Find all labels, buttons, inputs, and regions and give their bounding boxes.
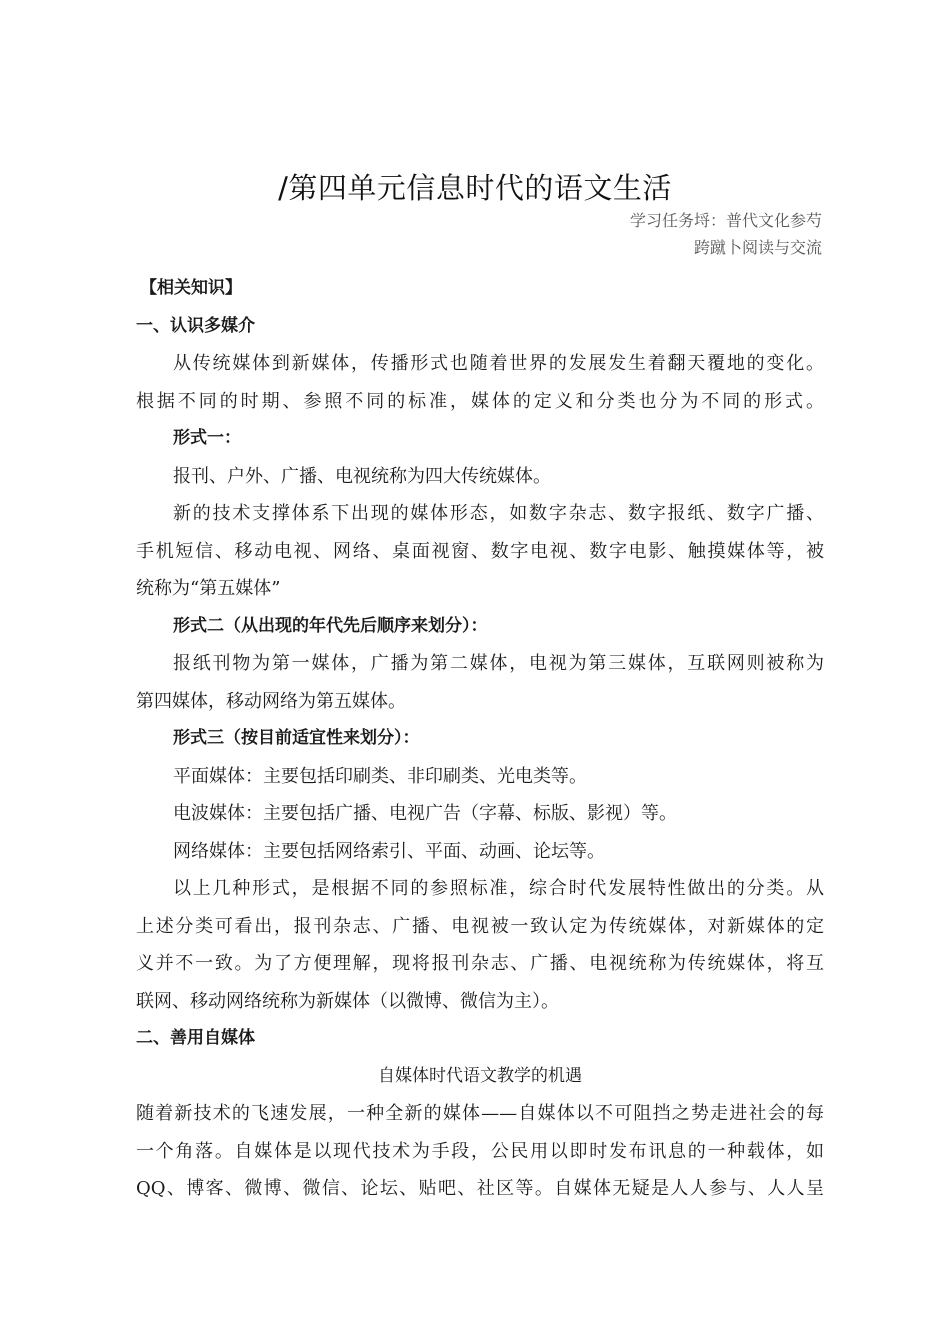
- paragraph-line: 手机短信、移动电视、网络、桌面视窗、数字电视、数字电影、触摸媒体等，被: [136, 540, 824, 562]
- paragraph-line: 网络媒体：主要包括网络索引、平面、动画、论坛等。: [173, 840, 605, 862]
- subheading-form-three: 形式三（按目前适宜性来划分）：: [173, 728, 420, 748]
- paragraph-line: 义并不一致。为了方便理解，现将报刊杂志、广播、电视统称为传统媒体，将互: [136, 953, 824, 974]
- article-title: 自媒体时代语文教学的机遇: [378, 1065, 582, 1086]
- paragraph-line: 以上几种形式，是根据不同的参照标准，综合时代发展特性做出的分类。从: [173, 878, 824, 899]
- document-body: [136, 270, 824, 1208]
- paragraph-line: 联网、移动网络统称为新媒体（以微博、微信为主）。: [136, 990, 559, 1012]
- paragraph-line: 新的技术支撑体系下出现的媒体形态，如数字杂志、数字报纸、数字广播、: [173, 503, 824, 524]
- subtitle-reading: 跨蹴卜阅读与交流: [693, 238, 822, 257]
- heading-recognize-media: 一、认识多媒介: [136, 315, 255, 336]
- subheading-form-two: 形式二（从出现的年代先后顺序来划分）：: [173, 615, 488, 636]
- paragraph-line: 第四媒体，移动网络为第五媒体。: [136, 690, 406, 712]
- paragraph-line: 随着新技术的飞速发展，一种全新的媒体——自媒体以不可阻挡之势走进社会的每: [136, 1103, 824, 1124]
- subheading-form-one: 形式一：: [173, 428, 241, 448]
- heading-use-self-media: 二、善用自媒体: [136, 1028, 255, 1048]
- paragraph-line: QQ、博客、微博、微信、论坛、贴吧、社区等。自媒体无疑是人人参与、人人呈: [136, 1178, 824, 1199]
- paragraph-line: 电波媒体：主要包括广播、电视广告（字幕、标版、影视）等。: [173, 803, 677, 824]
- document-title: /第四单元信息时代的语文生活: [278, 171, 672, 205]
- paragraph-line: 从传统媒体到新媒体，传播形式也随着世界的发展发生着翻天覆地的变化。: [173, 353, 824, 374]
- paragraph-line: 报纸刊物为第一媒体，广播为第二媒体，电视为第三媒体，互联网则被称为: [173, 653, 824, 674]
- paragraph-line: 平面媒体：主要包括印刷类、非印刷类、光电类等。: [173, 765, 587, 787]
- paragraph-line: 报刊、户外、广播、电视统称为四大传统媒体。: [173, 465, 551, 487]
- paragraph-line: 一个角落。自媒体是以现代技术为手段，公民用以即时发布讯息的一种载体，如: [136, 1140, 824, 1162]
- subtitle-task: 学习任务埒：普代文化参芍: [629, 211, 822, 230]
- section-label-knowledge: 【相关知识】: [140, 278, 242, 298]
- paragraph-line: 根据不同的时期、参照不同的标准，媒体的定义和分类也分为不同的形式。: [136, 390, 824, 412]
- paragraph-line: 上述分类可看出，报刊杂志、广播、电视被一致认定为传统媒体，对新媒体的定: [136, 915, 824, 937]
- paragraph-line: 统称为“第五媒体”: [136, 578, 281, 599]
